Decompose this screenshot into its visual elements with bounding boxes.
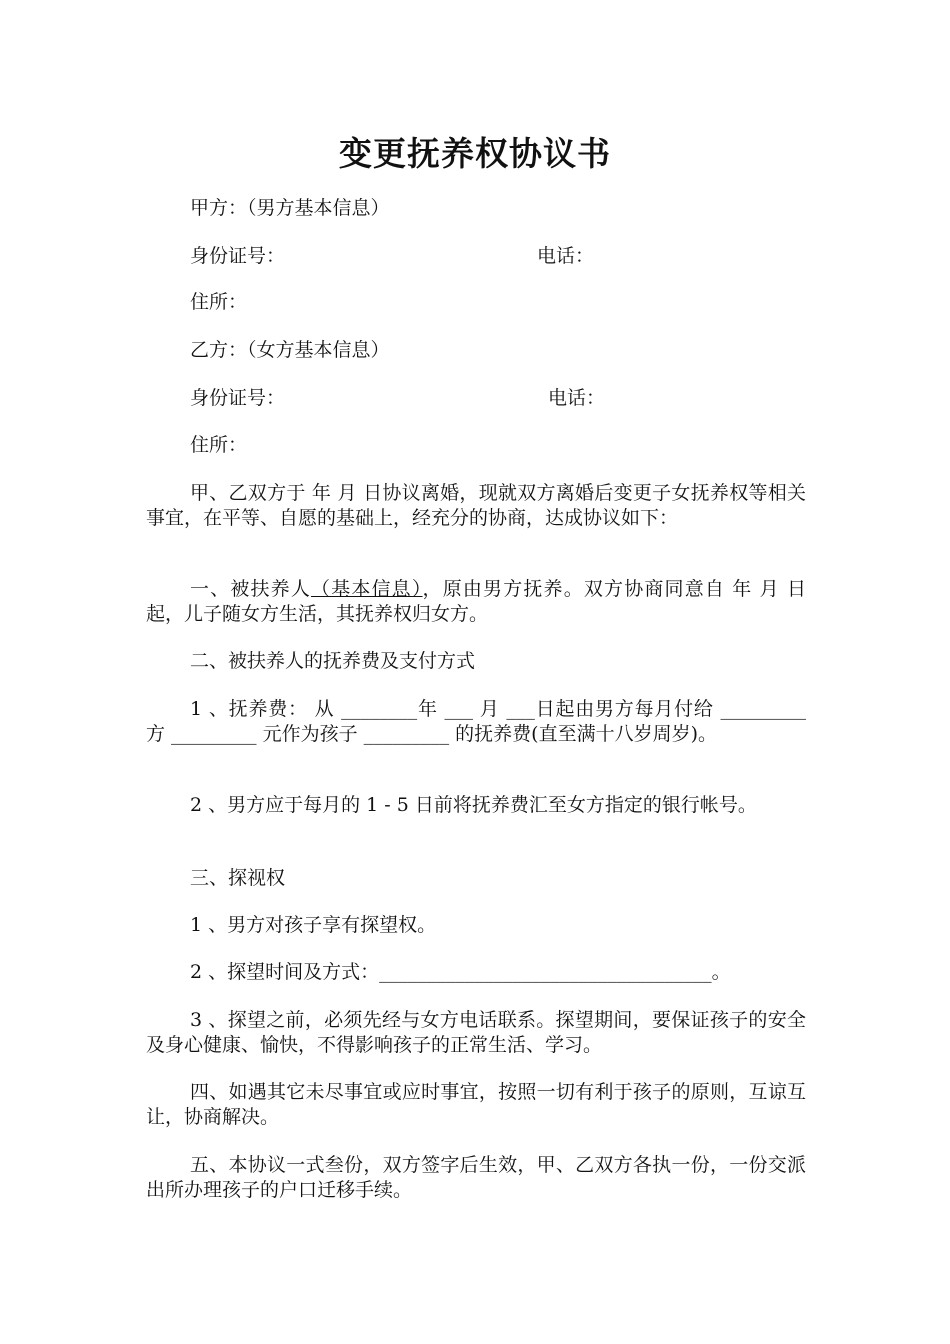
clause-1-rest: ，原由男方抚养。双方协商同意自 年 月 日起，儿子随女方生活，其抚养权归女方。 bbox=[146, 578, 806, 625]
party-a-phone-label: 电话： bbox=[537, 245, 595, 267]
party-a-heading: 甲方：（男方基本信息） bbox=[190, 197, 390, 219]
clause-4-paragraph: 四、如遇其它未尽事宜或应时事宜，按照一切有利于孩子的原则，互谅互让，协商解决。 bbox=[146, 1081, 806, 1128]
party-b-address-label: 住所： bbox=[190, 434, 248, 456]
party-b-phone-label: 电话： bbox=[548, 387, 606, 409]
clause-3-3-paragraph: 3 、探望之前，必须先经与女方电话联系。探望期间，要保证孩子的安全及身心健康、愉快，不得影响孩子的正常生活、学习。 bbox=[146, 1009, 806, 1056]
clause-1-prefix: 一、被扶养人 bbox=[190, 578, 312, 600]
clause-2-1-paragraph: 1 、抚养费： 从 ________年 ___ 月 ___日起由男方每月付给 _________ 方 _________ 元作为孩子 _________ 的抚养费(直至满十八岁周岁)。 bbox=[146, 698, 806, 745]
party-b-id-label: 身份证号： bbox=[190, 387, 286, 409]
clause-3-heading: 三、探视权 bbox=[190, 867, 286, 889]
clause-2-heading: 二、被扶养人的抚养费及支付方式 bbox=[190, 650, 476, 672]
party-a-id-label: 身份证号： bbox=[190, 245, 286, 267]
document-title: 变更抚养权协议书 bbox=[339, 134, 611, 173]
preamble-paragraph: 甲、乙双方于 年 月 日协议离婚，现就双方离婚后变更子女抚养权等相关事宜，在平等、自愿的基础上，经充分的协商，达成协议如下： bbox=[146, 482, 806, 529]
party-a-address-label: 住所： bbox=[190, 291, 248, 313]
dependent-info-underlined: （基本信息） bbox=[311, 578, 423, 600]
clause-1-paragraph bbox=[146, 577, 806, 627]
clause-3-2-line: 2 、探望时间及方式：___________________________________。 bbox=[190, 961, 731, 983]
clause-3-1-line: 1 、男方对孩子享有探望权。 bbox=[190, 914, 437, 936]
party-b-heading: 乙方：（女方基本信息） bbox=[190, 339, 390, 361]
clause-2-2-paragraph: 2 、男方应于每月的 1 - 5 日前将抚养费汇至女方指定的银行帐号。 bbox=[190, 794, 757, 816]
clause-5-paragraph: 五、本协议一式叁份，双方签字后生效，甲、乙双方各执一份，一份交派出所办理孩子的户口迁移手续。 bbox=[146, 1154, 806, 1201]
